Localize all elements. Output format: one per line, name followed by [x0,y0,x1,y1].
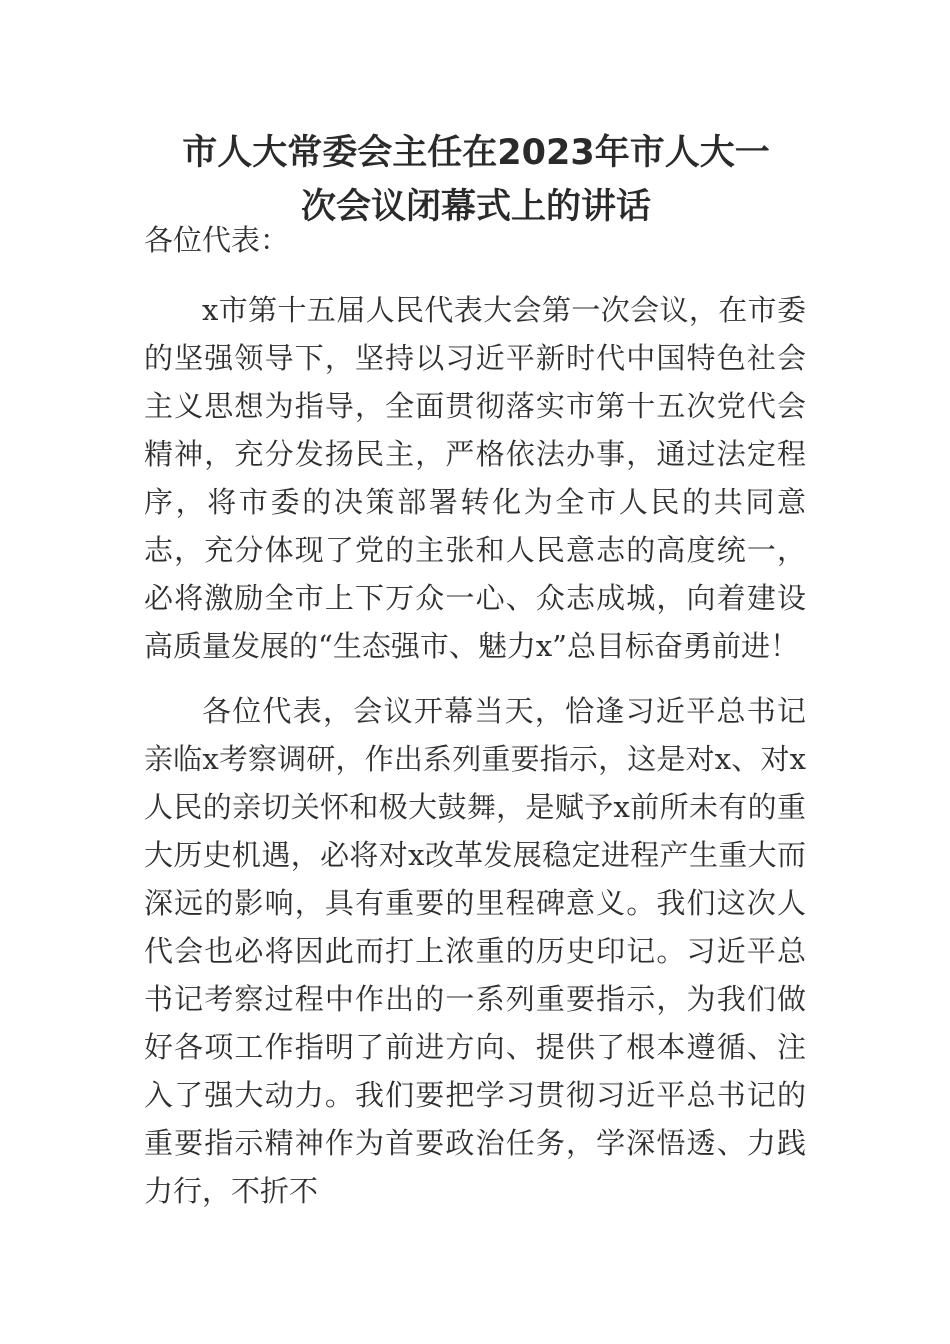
title-line-1: 市人大常委会主任在2023年市人大一 [182,133,770,173]
salutation: 各位代表： [144,223,290,257]
paragraph-1: x市第十五届人民代表大会第一次会议，在市委的坚强领导下，坚持以习近平新时代中国特色社会主义思想为指导，全面贯彻落实市第十五次党代会精神，充分发扬民主，严格依法办事，通过法定程序，将市委的决策部署转化为全市人民的共同意志，充分体现了党的主张和人民意志的高度统一，必将激励全市上下万众一心、众志成城，向着建设高质量发展的“生态强市、魅力x”总目标奋勇前进！ [144,293,806,663]
document-body [144,216,806,1232]
paragraph-2: 各位代表，会议开幕当天，恰逢习近平总书记亲临x考察调研，作出系列重要指示，这是对x、对x人民的亲切关怀和极大鼓舞，是赋予x前所未有的重大历史机遇，必将对x改革发展稳定进程产生重大而深远的影响，具有重要的里程碑意义。我们这次人代会也必将因此而打上浓重的历史印记。习近平总书记考察过程中作出的一系列重要指示，为我们做好各项工作指明了前进方向、提供了根本遵循、注入了强大动力。我们要把学习贯彻习近平总书记的重要指示精神作为首要政治任务，学深悟透、力践力行，不折不 [144,694,806,1208]
title-line-2: 次会议闭幕式上的讲话 [300,187,651,227]
